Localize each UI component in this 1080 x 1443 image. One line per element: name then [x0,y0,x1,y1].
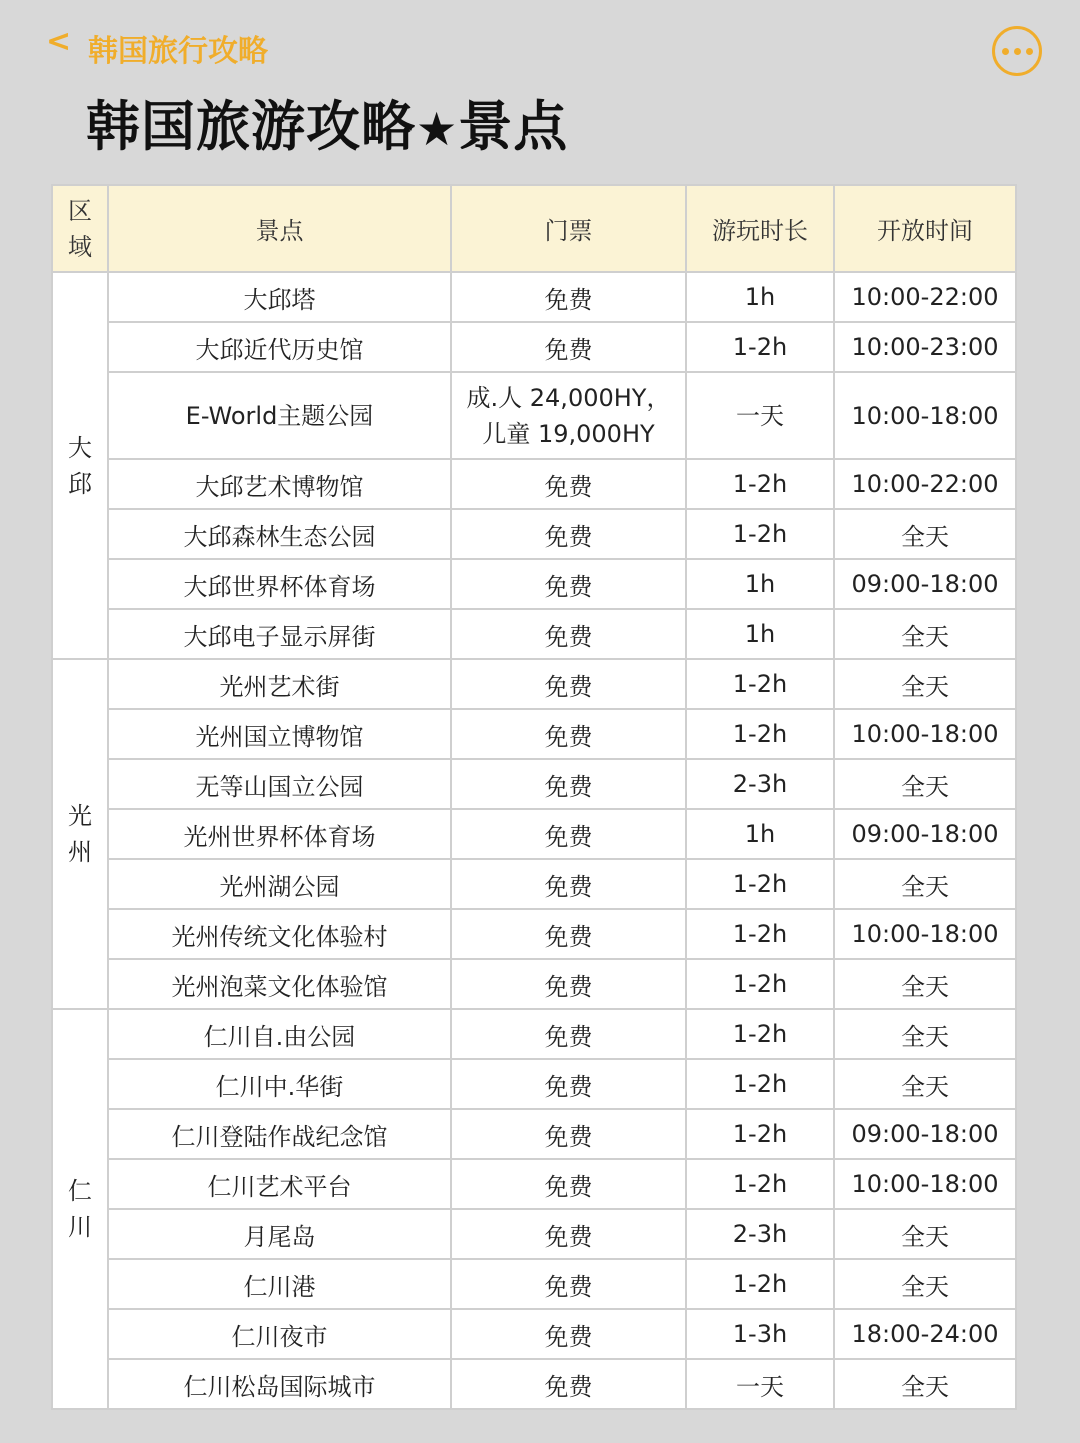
ticket-cell: 免费 [451,322,686,372]
duration-cell: 1-2h [686,1259,834,1309]
region-cell [52,659,108,1009]
duration-cell: 一天 [686,1359,834,1409]
ticket-cell: 免费 [451,1359,686,1409]
table-row [52,1259,1016,1309]
table-row [52,459,1016,509]
duration-cell: 1-2h [686,1059,834,1109]
duration-cell: 1-2h [686,909,834,959]
duration-cell: 1-3h [686,1309,834,1359]
spot-cell: 光州传统文化体验村 [108,909,451,959]
ticket-cell: 免费 [451,272,686,322]
ticket-cell: 免费 [451,759,686,809]
attractions-table [51,184,1017,1410]
ticket-cell: 免费 [451,1209,686,1259]
nav-title[interactable]: 韩国旅行攻略 [88,34,268,69]
hours-cell: 全天 [834,1209,1016,1259]
table-row [52,809,1016,859]
table-row [52,1159,1016,1209]
duration-cell: 一天 [686,372,834,459]
ticket-cell: 免费 [451,659,686,709]
header-ticket: 门票 [451,185,686,272]
table-row [52,509,1016,559]
header-region-char: 区 [68,196,92,225]
ticket-cell: 免费 [451,459,686,509]
ticket-cell: 免费 [451,909,686,959]
ticket-cell: 免费 [451,809,686,859]
header-spot: 景点 [108,185,451,272]
region-cell [52,272,108,659]
hours-cell: 10:00-18:00 [834,709,1016,759]
header-hours: 开放时间 [834,185,1016,272]
ticket-cell: 免费 [451,1159,686,1209]
table-row [52,959,1016,1009]
spot-cell: E-World主题公园 [108,372,451,459]
table-row [52,1359,1016,1409]
hours-cell: 10:00-18:00 [834,1159,1016,1209]
hours-cell: 10:00-22:00 [834,459,1016,509]
page-title-part2: 景点 [458,95,569,158]
duration-cell: 2-3h [686,1209,834,1259]
table-row [52,559,1016,609]
header-region-char: 域 [68,232,92,261]
table-row [52,1109,1016,1159]
hours-cell: 09:00-18:00 [834,809,1016,859]
hours-cell: 10:00-22:00 [834,272,1016,322]
region-cell [52,1009,108,1409]
duration-cell: 1-2h [686,459,834,509]
spot-cell: 光州泡菜文化体验馆 [108,959,451,1009]
region-char: 川 [68,1213,92,1241]
page-title-part1: 韩国旅游攻略 [86,95,416,158]
header-duration: 游玩时长 [686,185,834,272]
ticket-cell: 免费 [451,559,686,609]
table-row [52,1059,1016,1109]
spot-cell: 大邱电子显示屏街 [108,609,451,659]
hours-cell: 全天 [834,1059,1016,1109]
spot-cell: 仁川港 [108,1259,451,1309]
ticket-cell: 成.人 24,000HY，儿童 19,000HY [451,372,686,459]
spot-cell: 仁川登陆作战纪念馆 [108,1109,451,1159]
ticket-cell: 免费 [451,609,686,659]
hours-cell: 10:00-18:00 [834,372,1016,459]
hours-cell: 全天 [834,759,1016,809]
duration-cell: 1-2h [686,1009,834,1059]
table-row [52,909,1016,959]
region-char: 仁 [68,1177,92,1205]
region-char: 邱 [68,469,92,498]
region-char: 光 [68,802,92,830]
table-header-row [52,185,1016,272]
back-button[interactable]: < [46,24,72,59]
top-bar [0,0,1080,90]
spot-cell: 大邱塔 [108,272,451,322]
hours-cell: 全天 [834,1009,1016,1059]
duration-cell: 1h [686,809,834,859]
spot-cell: 光州世界杯体育场 [108,809,451,859]
table-row [52,659,1016,709]
table-row [52,372,1016,459]
spot-cell: 仁川中.华街 [108,1059,451,1109]
duration-cell: 1h [686,559,834,609]
table-row [52,759,1016,809]
table-row [52,272,1016,322]
maple-leaf-icon: ★ [416,102,459,156]
ticket-cell: 免费 [451,1109,686,1159]
spot-cell: 大邱近代历史馆 [108,322,451,372]
ticket-cell: 免费 [451,1059,686,1109]
table-row [52,1209,1016,1259]
ticket-cell: 免费 [451,1009,686,1059]
spot-cell: 光州艺术街 [108,659,451,709]
more-options-icon[interactable] [992,26,1042,76]
hours-cell: 09:00-18:00 [834,559,1016,609]
table-row [52,322,1016,372]
duration-cell: 1-2h [686,322,834,372]
hours-cell: 10:00-18:00 [834,909,1016,959]
ticket-cell: 免费 [451,959,686,1009]
hours-cell: 全天 [834,509,1016,559]
hours-cell: 18:00-24:00 [834,1309,1016,1359]
region-char: 州 [68,838,92,866]
duration-cell: 1-2h [686,709,834,759]
region-char: 大 [68,433,92,462]
spot-cell: 仁川夜市 [108,1309,451,1359]
hours-cell: 09:00-18:00 [834,1109,1016,1159]
spot-cell: 光州国立博物馆 [108,709,451,759]
duration-cell: 1-2h [686,859,834,909]
spot-cell: 仁川艺术平台 [108,1159,451,1209]
ticket-cell: 免费 [451,1259,686,1309]
table-row [52,609,1016,659]
ticket-cell: 免费 [451,859,686,909]
table-row [52,1009,1016,1059]
table-row [52,859,1016,909]
duration-cell: 1-2h [686,959,834,1009]
hours-cell: 全天 [834,1259,1016,1309]
duration-cell: 1-2h [686,1159,834,1209]
spot-cell: 仁川自.由公园 [108,1009,451,1059]
table-row [52,1309,1016,1359]
spot-cell: 大邱森林生态公园 [108,509,451,559]
table-row [52,709,1016,759]
duration-cell: 1h [686,609,834,659]
spot-cell: 仁川松岛国际城市 [108,1359,451,1409]
dot-icon [1014,48,1021,55]
spot-cell: 大邱世界杯体育场 [108,559,451,609]
spot-cell: 月尾岛 [108,1209,451,1259]
ticket-cell: 免费 [451,709,686,759]
ticket-cell: 免费 [451,509,686,559]
duration-cell: 2-3h [686,759,834,809]
hours-cell: 10:00-23:00 [834,322,1016,372]
hours-cell: 全天 [834,959,1016,1009]
duration-cell: 1-2h [686,659,834,709]
header-region [52,185,108,272]
duration-cell: 1-2h [686,509,834,559]
hours-cell: 全天 [834,859,1016,909]
hours-cell: 全天 [834,659,1016,709]
duration-cell: 1h [686,272,834,322]
spot-cell: 光州湖公园 [108,859,451,909]
dot-icon [1002,48,1009,55]
dot-icon [1026,48,1033,55]
page-title [86,84,568,161]
spot-cell: 无等山国立公园 [108,759,451,809]
spot-cell: 大邱艺术博物馆 [108,459,451,509]
hours-cell: 全天 [834,1359,1016,1409]
duration-cell: 1-2h [686,1109,834,1159]
ticket-cell: 免费 [451,1309,686,1359]
hours-cell: 全天 [834,609,1016,659]
